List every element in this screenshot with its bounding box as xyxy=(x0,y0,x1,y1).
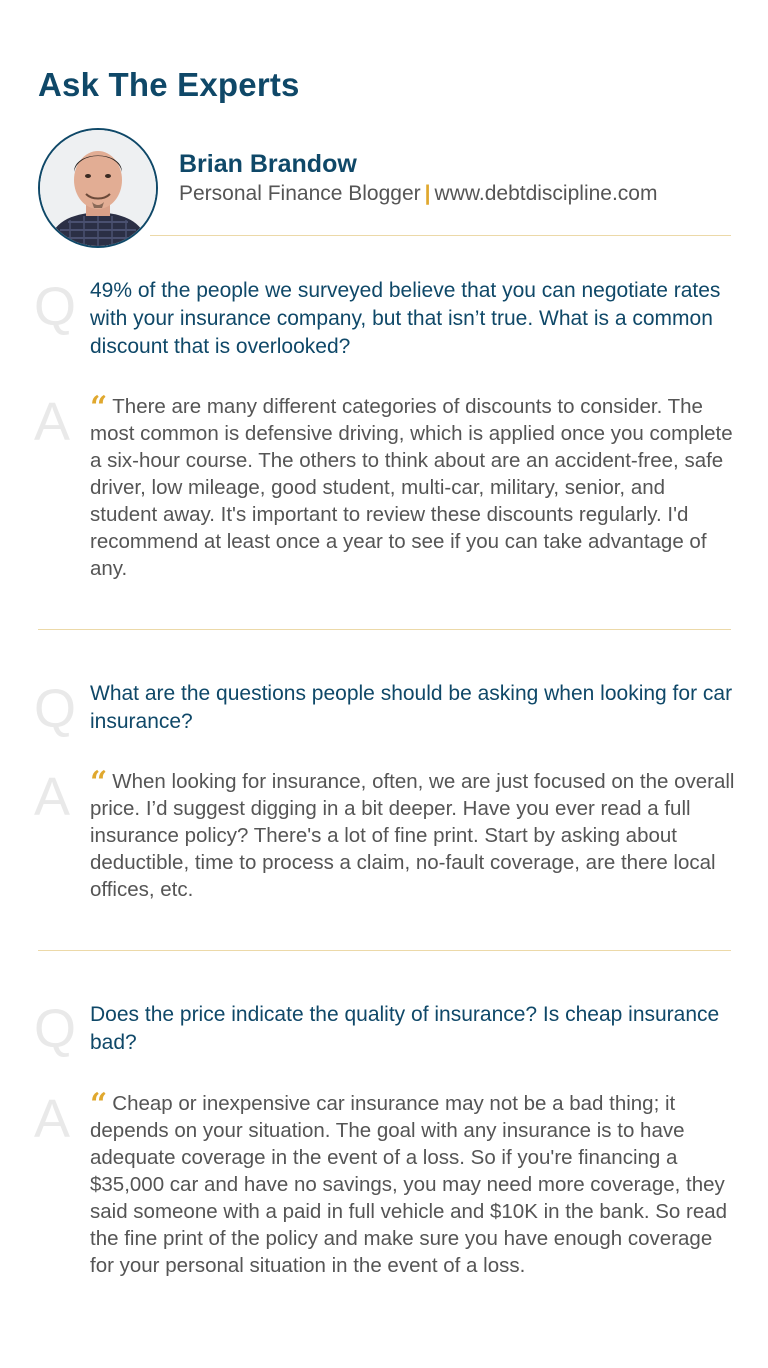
author-avatar xyxy=(38,128,158,248)
answer-text: Cheap or inexpensive car insurance may not be a bad thing; it depends on your situation. The goal with any insurance is to have adequate coverage in the event of a loss. So if you're financing a $35,000 car and have no savings, you may need more coverage, they said someone with a paid in full vehicle and $10K in the bank. So read the fine print of the policy and make sure you have enough coverage for your personal situation in the event of a loss. xyxy=(90,1092,728,1277)
answer-block xyxy=(90,390,735,582)
answer-block xyxy=(90,1087,735,1279)
answer-block xyxy=(90,765,735,903)
author-name: Brian Brandow xyxy=(179,150,357,178)
quote-icon: “ xyxy=(90,390,105,425)
author-role: Personal Finance Blogger xyxy=(179,182,421,205)
answer-text: There are many different categories of discounts to consider. The most common is defensive driving, which is applied once you complete a six-hour course. The others to think about are an accident-free, safe driver, low mileage, good student, multi-car, military, senior, and student away. It's important to review these discounts regularly. I'd recommend at least once a year to see if you can take advantage of any. xyxy=(90,395,733,580)
question-text: 49% of the people we surveyed believe that you can negotiate rates with your insurance company, but that isn’t true. What is a common discount that is overlooked? xyxy=(90,279,721,358)
byline-separator: | xyxy=(424,182,431,205)
page-title: Ask The Experts xyxy=(38,66,300,103)
author-website: www.debtdiscipline.com xyxy=(434,182,658,205)
quote-icon: “ xyxy=(90,765,105,800)
header-divider xyxy=(150,235,731,236)
quote-icon: “ xyxy=(90,1087,105,1122)
author-photo xyxy=(40,130,156,246)
question-text: What are the questions people should be asking when looking for car insurance? xyxy=(90,682,733,733)
section-divider xyxy=(38,950,731,951)
question-letter: Q xyxy=(34,999,77,1059)
question-letter: Q xyxy=(34,679,77,739)
question-text: Does the price indicate the quality of insurance? Is cheap insurance bad? xyxy=(90,1003,720,1054)
answer-letter: A xyxy=(34,1089,71,1149)
question-letter: Q xyxy=(34,277,77,337)
section-divider xyxy=(38,629,731,630)
answer-letter: A xyxy=(34,767,71,827)
author-byline xyxy=(179,182,657,206)
answer-text: When looking for insurance, often, we are just focused on the overall price. I’d suggest digging in a bit deeper. Have you ever read a full insurance policy? There's a lot of fine print. Start by asking about deductible, time to process a claim, no-fault coverage, are there local offices, etc. xyxy=(90,770,735,901)
answer-letter: A xyxy=(34,392,71,452)
